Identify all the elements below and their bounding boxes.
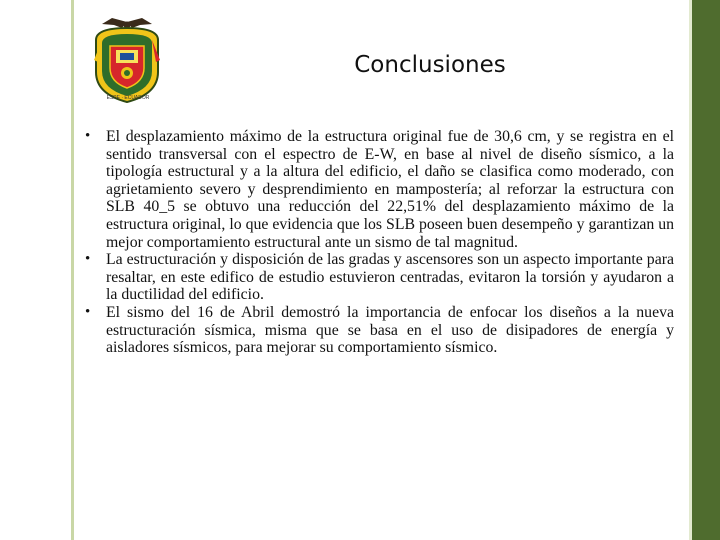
bullet-text: El sismo del 16 de Abril demostró la importancia de enfocar los diseños a la nueva estructuración sísmica, misma que se basa en el uso de disipadores de energía y aisladores sísmicos, para mejorar su comportamiento sísmico. [106, 303, 674, 357]
bullet-icon: • [85, 128, 91, 144]
list-item [82, 128, 674, 251]
bullet-text: El desplazamiento máximo de la estructura original fue de 30,6 cm, y se registra en el sentido transversal con el espectro de E-W, en base al nivel de diseño sísmico, a la tipología estructural y a la altura del edificio, el daño se clasifica como moderado, con agrietamiento severo y desprendimiento en mampostería; al reforzar la estructura con SLB 40_5 se obtuvo una reducción del 22,51% del desplazamiento máximo de la estructura original, lo que evidencia que los SLB poseen buen desempeño y garantizan un mejor comportamiento estructural ante un sismo de tal magnitud. [106, 128, 674, 251]
bullet-icon: • [85, 251, 91, 268]
list-item [82, 251, 674, 304]
right-accent-bar [692, 0, 720, 540]
left-margin [0, 0, 71, 540]
bullet-icon: • [85, 303, 91, 320]
slide-title: Conclusiones [354, 52, 506, 78]
conclusions-list [82, 128, 674, 357]
logo-caption: ESPE · ECUADOR [106, 95, 150, 101]
list-item [82, 304, 674, 357]
left-accent-stripe [71, 0, 74, 540]
bullet-text: La estructuración y disposición de las gradas y ascensores son un aspecto importante para resaltar, en este edifico de estudio estuvieron centradas, evitaron la torsión y ayudaron a la ductilidad del edificio. [106, 251, 674, 304]
